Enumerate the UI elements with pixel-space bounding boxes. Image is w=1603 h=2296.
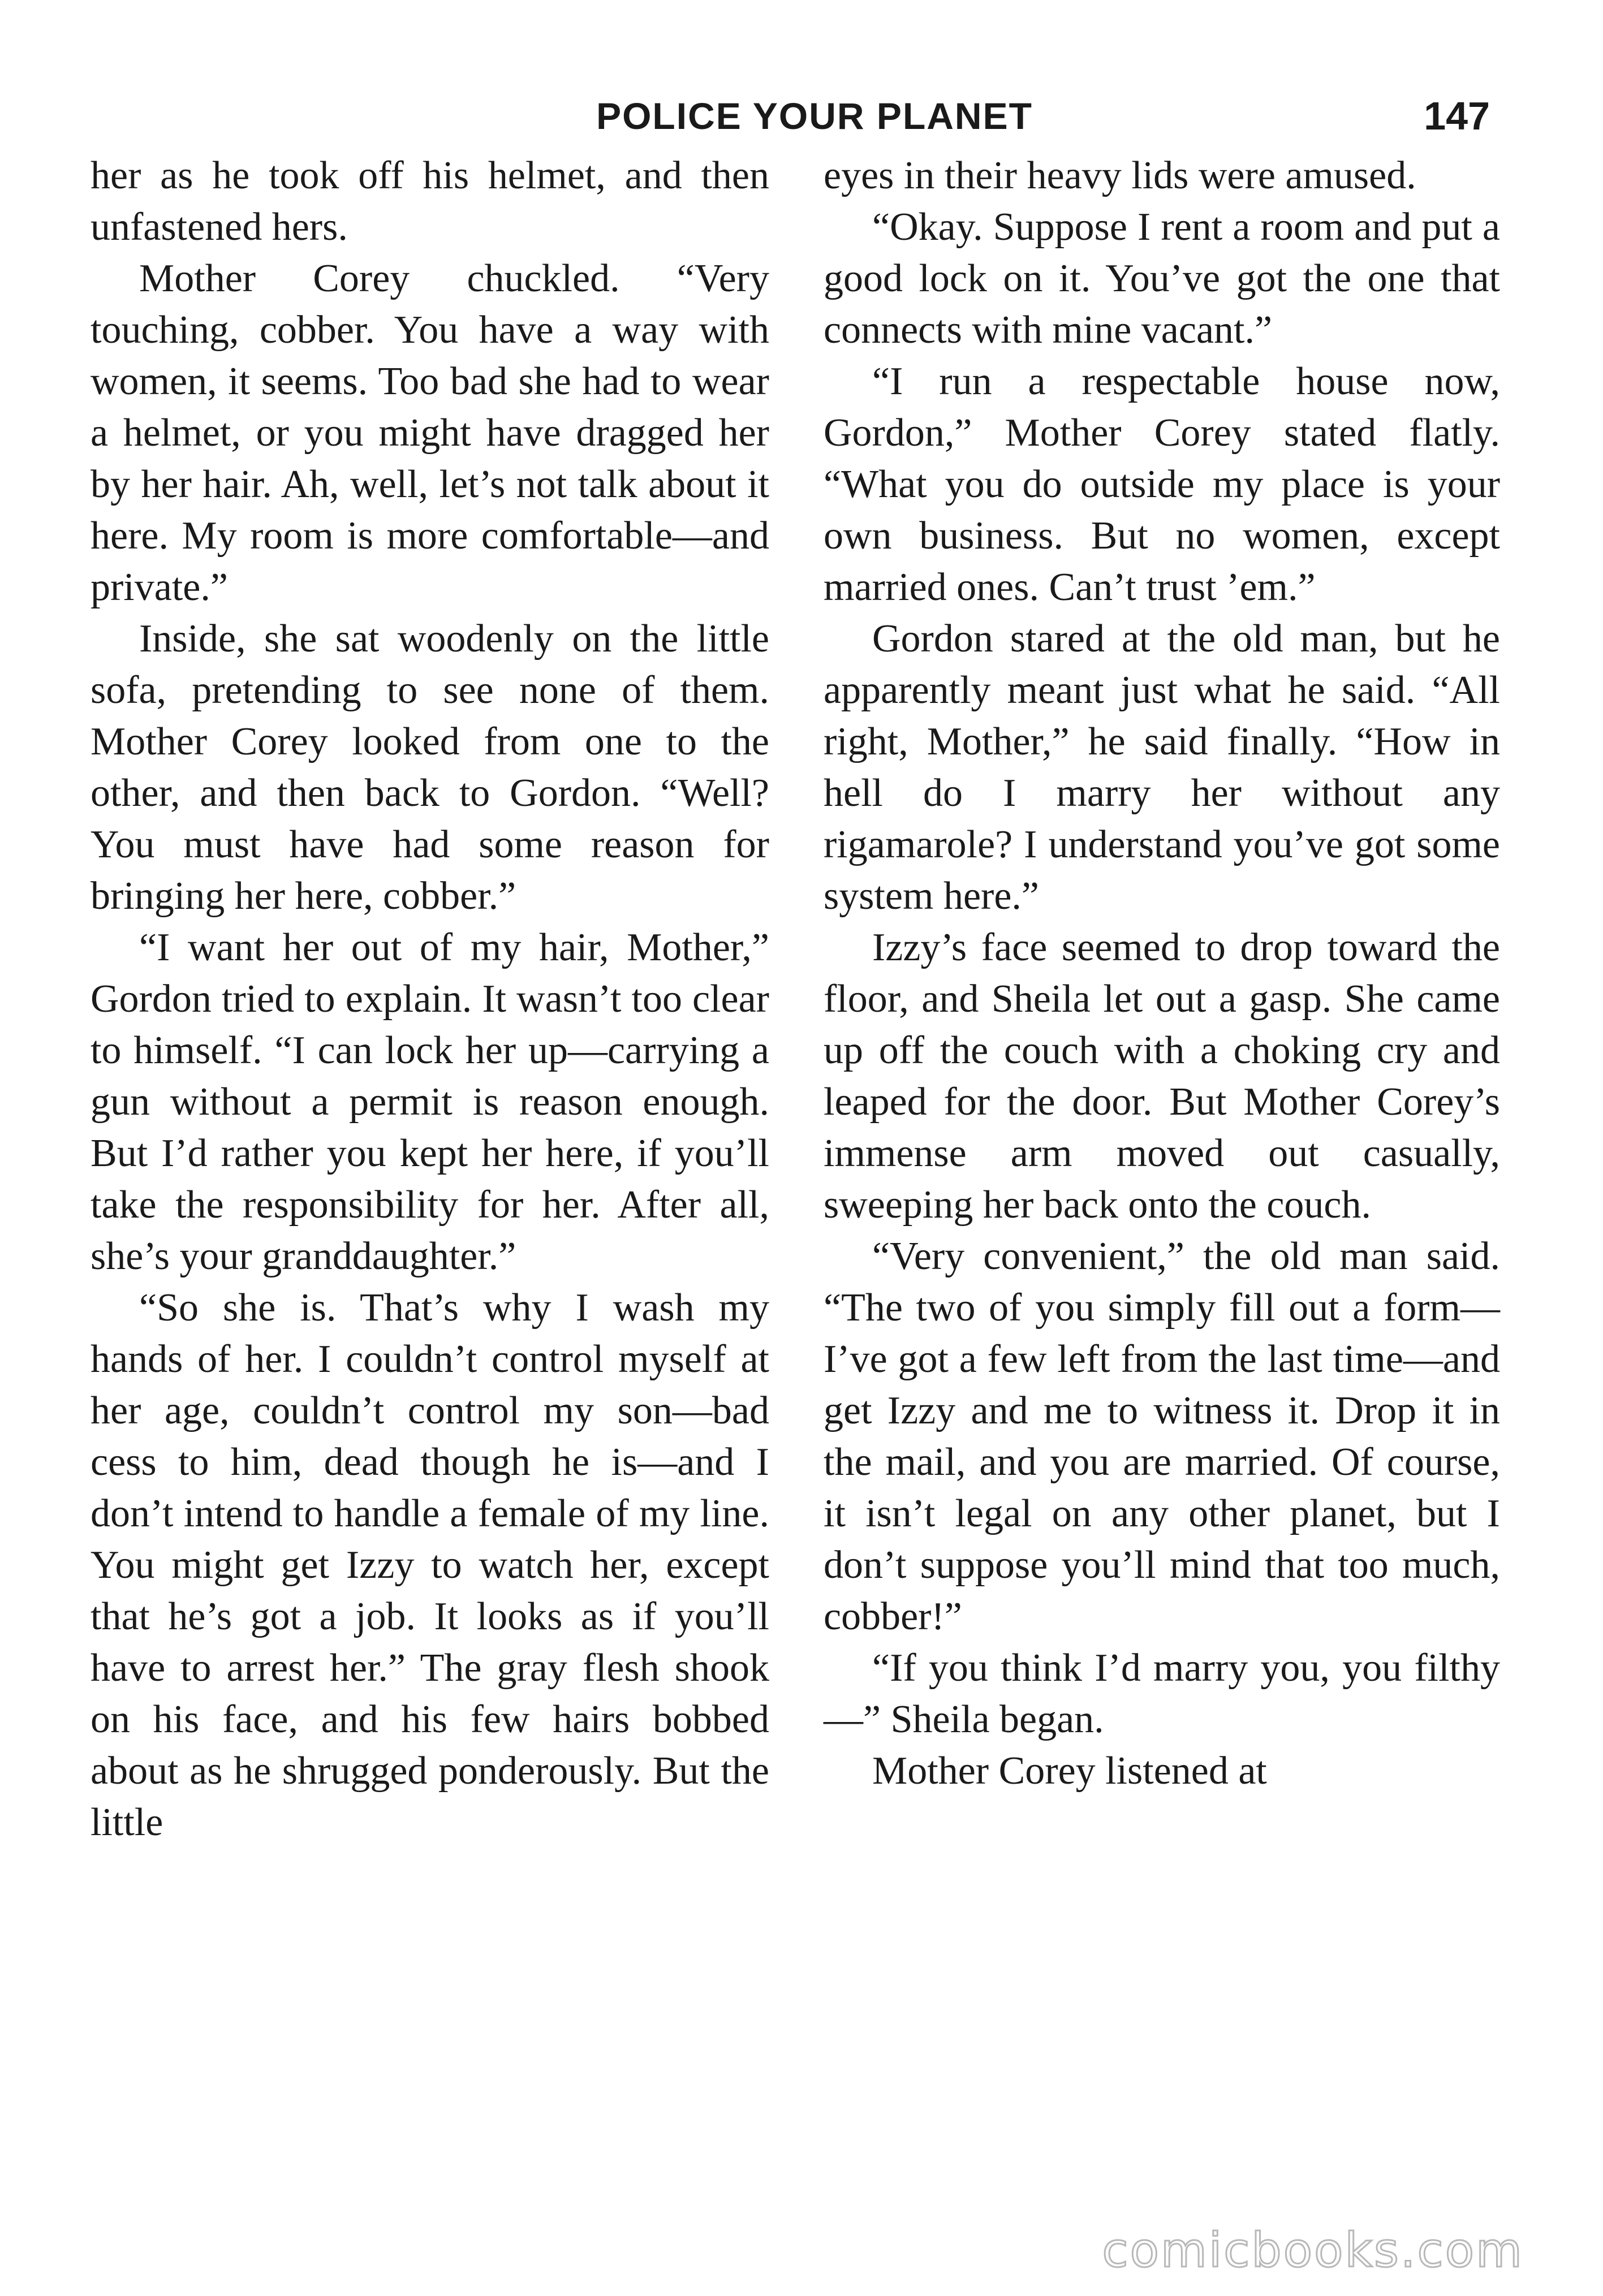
paragraph: Inside, she sat woodenly on the little sofa, pretending to see none of them. Mother Corey looked from one to the other, and then back to Gordon. “Well? You must have had some reason for bringing her here, cobber.”: [91, 617, 769, 918]
paragraph: “I run a respectable house now, Gordon,” Mother Corey stated flatly. “What you do outside my place is your own business. But no women, except married ones. Can’t trust ’em.”: [824, 360, 1500, 609]
right-column: [824, 150, 1500, 1797]
paragraph: “Okay. Suppose I rent a room and put a good lock on it. You’ve got the one that connects with mine vacant.”: [824, 205, 1500, 352]
paragraph: eyes in their heavy lids were amused.: [824, 154, 1416, 197]
paragraph: her as he took off his helmet, and then unfastened hers.: [91, 154, 769, 249]
page-number: 147: [1424, 94, 1490, 138]
watermark: comicbooks.com: [1102, 2222, 1524, 2278]
paragraph: Mother Corey chuckled. “Very touching, cobber. You have a way with women, it seems. Too bad she had to wear a helmet, or you might have dragged her by her hair. Ah, well, let’s not talk about it here. My room is more comfortable—and private.”: [91, 257, 769, 609]
paragraph: “So she is. That’s why I wash my hands of her. I couldn’t control myself at her age, couldn’t control my son—bad cess to him, dead though he is—and I don’t intend to handle a female of my line. You might get Izzy to watch her, except that he’s got a job. It looks as if you’ll have to arrest her.” The gray flesh shook on his face, and his few hairs bobbed about as he shrugged ponderously. But the little: [91, 1286, 769, 1844]
paragraph: “Very convenient,” the old man said. “The two of you simply fill out a form—I’ve got a few left from the last time—and get Izzy and me to witness it. Drop it in the mail, and you are married. Of course, it isn’t legal on any other planet, but I don’t suppose you’ll mind that too much, cobber!”: [824, 1235, 1500, 1638]
left-column: [91, 150, 769, 1848]
running-title: POLICE YOUR PLANET: [596, 95, 1033, 137]
paragraph: “If you think I’d marry you, you filthy—” Sheila began.: [824, 1646, 1500, 1741]
paragraph: “I want her out of my hair, Mother,” Gordon tried to explain. It wasn’t too clear to himself. “I can lock her up—carrying a gun without a permit is reason enough. But I’d rather you kept her here, if you’ll take the responsibility for her. After all, she’s your granddaughter.”: [91, 926, 769, 1278]
paragraph: Mother Corey listened at: [872, 1749, 1267, 1793]
paragraph: Izzy’s face seemed to drop toward the floor, and Sheila let out a gasp. She came up off the couch with a choking cry and leaped for the door. But Mother Corey’s immense arm moved out casually, sweeping her back onto the couch.: [824, 926, 1500, 1227]
paragraph: Gordon stared at the old man, but he apparently meant just what he said. “All right, Mother,” he said finally. “How in hell do I marry her without any rigamarole? I understand you’ve got some system here.”: [824, 617, 1500, 918]
page-header: [0, 85, 1603, 147]
